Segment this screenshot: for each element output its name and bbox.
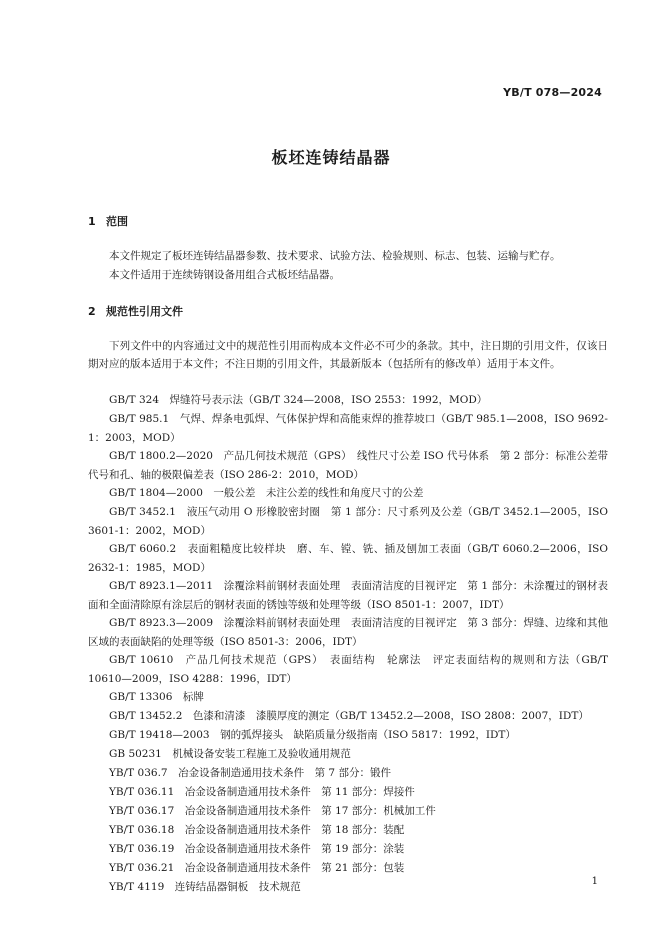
section-number: 2	[88, 305, 96, 318]
reference-item: YB/T 036.11 冶金设备制造通用技术条件 第 11 部分：焊接件	[109, 786, 415, 798]
section-heading-scope	[88, 213, 128, 229]
reference-item: GB/T 1804—2000 一般公差 未注公差的线性和角度尺寸的公差	[109, 487, 424, 499]
reference-item: GB/T 3452.1 液压气动用 O 形橡胶密封圈 第 1 部分：尺寸系列及公差（GB/T 3452.1—2005，ISO 3601-1：2002，MOD）	[88, 506, 608, 537]
reference-item: YB/T 036.7 冶金设备制造通用技术条件 第 7 部分：锻件	[109, 767, 391, 779]
reference-item: GB/T 8923.1—2011 涂覆涂料前钢材表面处理 表面清洁度的目视评定 第 1 部分：未涂覆过的钢材表面和全面清除原有涂层后的钢材表面的锈蚀等级和处理等级（ISO 8501-1：2007，IDT）	[88, 580, 608, 611]
reference-item: YB/T 036.17 冶金设备制造通用技术条件 第 17 部分：机械加工件	[109, 805, 436, 817]
reference-item: GB/T 985.1 气焊、焊条电弧焊、气体保护焊和高能束焊的推荐坡口（GB/T 985.1—2008，ISO 9692-1：2003，MOD）	[88, 413, 608, 444]
standard-code: YB/T 078—2024	[503, 86, 602, 99]
reference-item: YB/T 4119 连铸结晶器铜板 技术规范	[109, 881, 301, 893]
reference-item: GB/T 6060.2 表面粗糙度比较样块 磨、车、镗、铣、插及刨加工表面（GB/T 6060.2—2006，ISO 2632-1：1985，MOD）	[88, 543, 608, 574]
reference-item: GB/T 19418—2003 钢的弧焊接头 缺陷质量分级指南（ISO 5817：1992，IDT）	[109, 729, 516, 741]
scope-paragraph: 本文件适用于连续铸钢设备用组合式板坯结晶器。	[109, 269, 340, 281]
reference-item: YB/T 036.19 冶金设备制造通用技术条件 第 19 部分：涂装	[109, 843, 405, 855]
reference-item: GB/T 1800.2—2020 产品几何技术规范（GPS） 线性尺寸公差 ISO 代号体系 第 2 部分：标准公差带代号和孔、轴的极限偏差表（ISO 286-2：2010，MOD）	[88, 450, 608, 481]
scope-paragraph: 本文件规定了板坯连铸结晶器参数、技术要求、试验方法、检验规则、标志、包装、运输与贮存。	[109, 250, 561, 262]
section-number: 1	[88, 215, 96, 228]
section-title: 范围	[106, 215, 128, 228]
reference-item: GB/T 10610 产品几何技术规范（GPS） 表面结构 轮廓法 评定表面结构的规则和方法（GB/T 10610—2009，ISO 4288：1996，IDT）	[88, 654, 608, 685]
reference-item: YB/T 036.18 冶金设备制造通用技术条件 第 18 部分：装配	[109, 824, 405, 836]
reference-item: GB 50231 机械设备安装工程施工及验收通用规范	[109, 748, 351, 760]
normative-refs-intro: 下列文件中的内容通过文中的规范性引用而构成本文件必不可少的条款。其中，注日期的引用文件，仅该日期对应的版本适用于本文件；不注日期的引用文件，其最新版本（包括所有的修改单）适用于本文件。	[88, 340, 608, 370]
reference-item: GB/T 13306 标牌	[109, 691, 204, 703]
document-title: 板坯连铸结晶器	[271, 148, 391, 167]
section-title: 规范性引用文件	[106, 305, 183, 318]
section-heading-normative-refs	[88, 303, 183, 319]
reference-item: YB/T 036.21 冶金设备制造通用技术条件 第 21 部分：包装	[109, 862, 405, 874]
reference-item: GB/T 8923.3—2009 涂覆涂料前钢材表面处理 表面清洁度的目视评定 第 3 部分：焊缝、边缘和其他区域的表面缺陷的处理等级（ISO 8501-3：2006，IDT）	[88, 617, 608, 648]
reference-item: GB/T 324 焊缝符号表示法（GB/T 324—2008，ISO 2553：1992，MOD）	[109, 394, 488, 406]
reference-item: GB/T 13452.2 色漆和清漆 漆膜厚度的测定（GB/T 13452.2—2008，ISO 2808：2007，IDT）	[109, 710, 589, 722]
page-number: 1	[591, 876, 598, 887]
